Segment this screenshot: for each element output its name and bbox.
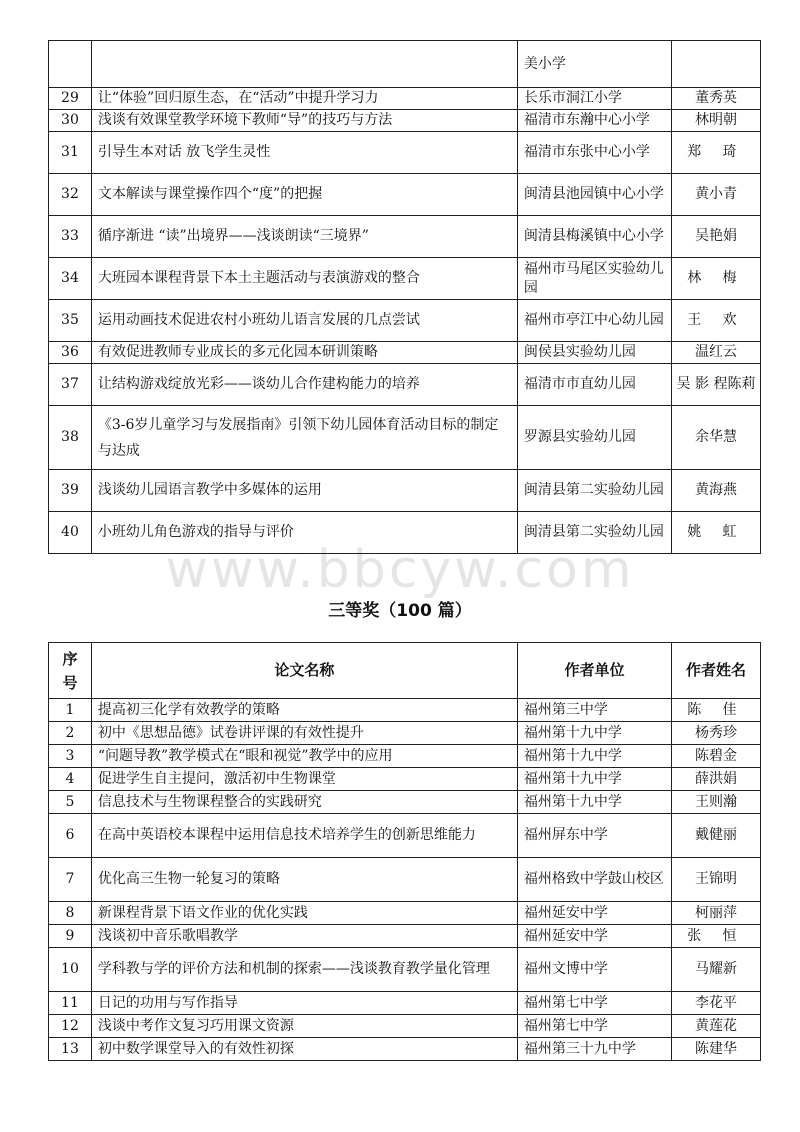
row-number: 11 (49, 992, 92, 1015)
paper-title: 促进学生自主提问，激活初中生物课堂 (91, 768, 517, 791)
author-unit: 福州格致中学鼓山校区 (517, 858, 671, 902)
row-number: 32 (49, 174, 92, 216)
row-number: 12 (49, 1015, 92, 1038)
table-row (49, 1015, 761, 1038)
paper-title: 信息技术与生物课程整合的实践研究 (91, 791, 517, 814)
table-row (49, 300, 761, 342)
paper-title: 运用动画技术促进农村小班幼儿语言发展的几点尝试 (91, 300, 517, 342)
paper-title: 让结构游戏绽放光彩——谈幼儿合作建构能力的培养 (91, 364, 517, 406)
table-row (49, 791, 761, 814)
row-number: 29 (49, 88, 92, 110)
table-row (49, 814, 761, 858)
paper-title: 提高初三化学有效教学的策略 (91, 699, 517, 722)
author-unit: 福州第十九中学 (517, 722, 671, 745)
table-row (49, 1038, 761, 1061)
author-name: 林明朝 (672, 110, 761, 132)
table-row (49, 745, 761, 768)
row-number: 37 (49, 364, 92, 406)
author-name: 黄海燕 (672, 470, 761, 512)
author-name: 王锦明 (672, 858, 761, 902)
author-name (672, 41, 761, 88)
table-row (49, 216, 761, 258)
author-name: 张 恒 (672, 925, 761, 948)
author-name: 吴艳娟 (672, 216, 761, 258)
paper-title: “问题导教”教学模式在“眼和视觉”教学中的应用 (91, 745, 517, 768)
author-unit: 福州第十九中学 (517, 745, 671, 768)
author-name: 薛洪娟 (672, 768, 761, 791)
row-number: 7 (49, 858, 92, 902)
row-number: 6 (49, 814, 92, 858)
table-row (49, 858, 761, 902)
table-row (49, 992, 761, 1015)
header-number: 序号 (49, 643, 92, 699)
author-unit: 福州第十九中学 (517, 791, 671, 814)
table-row (49, 110, 761, 132)
table-row (49, 768, 761, 791)
paper-title: 浅谈初中音乐歌唱教学 (91, 925, 517, 948)
row-number: 2 (49, 722, 92, 745)
paper-title: 大班园本课程背景下本土主题活动与表演游戏的整合 (91, 258, 517, 300)
row-number: 39 (49, 470, 92, 512)
author-name: 余华慧 (672, 406, 761, 470)
table-row (49, 406, 761, 470)
table-row (49, 902, 761, 925)
paper-title: 有效促进教师专业成长的多元化园本研训策略 (91, 342, 517, 364)
author-unit: 福州市亭江中心幼儿园 (517, 300, 671, 342)
header-unit: 作者单位 (517, 643, 671, 699)
author-unit: 闽清县梅溪镇中心小学 (517, 216, 671, 258)
paper-title: 循序渐进 “读”出境界——浅谈朗读“三境界” (91, 216, 517, 258)
paper-title: 浅谈幼儿园语言教学中多媒体的运用 (91, 470, 517, 512)
author-unit: 福州第七中学 (517, 992, 671, 1015)
row-number: 10 (49, 948, 92, 992)
table-row (49, 258, 761, 300)
paper-title: 优化高三生物一轮复习的策略 (91, 858, 517, 902)
author-name: 黄莲花 (672, 1015, 761, 1038)
row-number: 34 (49, 258, 92, 300)
author-unit: 罗源县实验幼儿园 (517, 406, 671, 470)
author-unit: 福州屏东中学 (517, 814, 671, 858)
second-prize-table-continued (48, 40, 761, 554)
paper-title (91, 41, 517, 88)
author-unit: 福州第七中学 (517, 1015, 671, 1038)
author-name: 陈建华 (672, 1038, 761, 1061)
author-name: 姚 虹 (672, 512, 761, 554)
author-unit: 闽清县第二实验幼儿园 (517, 512, 671, 554)
table-row (49, 699, 761, 722)
author-unit: 福州延安中学 (517, 902, 671, 925)
table-row (49, 364, 761, 406)
author-name: 柯丽萍 (672, 902, 761, 925)
table-row (49, 41, 761, 88)
author-unit: 闽清县第二实验幼儿园 (517, 470, 671, 512)
author-name: 董秀英 (672, 88, 761, 110)
table-row (49, 925, 761, 948)
row-number: 3 (49, 745, 92, 768)
row-number: 40 (49, 512, 92, 554)
row-number: 35 (49, 300, 92, 342)
row-number: 4 (49, 768, 92, 791)
paper-title: 日记的功用与写作指导 (91, 992, 517, 1015)
row-number: 30 (49, 110, 92, 132)
table-row (49, 132, 761, 174)
table-row (49, 88, 761, 110)
section-title: 三等奖（100 篇） (328, 601, 472, 621)
author-name: 杨秀珍 (672, 722, 761, 745)
author-unit: 福清市东瀚中心小学 (517, 110, 671, 132)
author-name: 吴 影 程陈莉 (672, 364, 761, 406)
author-name: 温红云 (672, 342, 761, 364)
author-unit: 闽清县池园镇中心小学 (517, 174, 671, 216)
author-name: 黄小青 (672, 174, 761, 216)
table-row (49, 470, 761, 512)
author-unit: 美小学 (517, 41, 671, 88)
author-name: 王则瀚 (672, 791, 761, 814)
author-unit: 福州文博中学 (517, 948, 671, 992)
row-number: 5 (49, 791, 92, 814)
paper-title: 引导生本对话 放飞学生灵性 (91, 132, 517, 174)
paper-title: 小班幼儿角色游戏的指导与评价 (91, 512, 517, 554)
paper-title: 在高中英语校本课程中运用信息技术培养学生的创新思维能力 (91, 814, 517, 858)
author-unit: 福清市东张中心小学 (517, 132, 671, 174)
table-row (49, 948, 761, 992)
author-name: 郑 琦 (672, 132, 761, 174)
paper-title: 《3-6岁儿童学习与发展指南》引领下幼儿园体育活动目标的制定与达成 (91, 406, 517, 470)
author-unit: 福州延安中学 (517, 925, 671, 948)
author-unit: 福州第三十九中学 (517, 1038, 671, 1061)
table-row (49, 342, 761, 364)
header-name: 作者姓名 (672, 643, 761, 699)
watermark: www.bbcyw.com (165, 540, 635, 600)
third-prize-table (48, 642, 761, 1061)
paper-title: 让“体验”回归原生态，在“活动”中提升学习力 (91, 88, 517, 110)
paper-title: 浅谈有效课堂教学环境下教师“导”的技巧与方法 (91, 110, 517, 132)
row-number: 31 (49, 132, 92, 174)
row-number: 36 (49, 342, 92, 364)
row-number: 1 (49, 699, 92, 722)
paper-title: 浅谈中考作文复习巧用课文资源 (91, 1015, 517, 1038)
author-name: 戴健丽 (672, 814, 761, 858)
table-header-row (49, 643, 761, 699)
author-name: 马耀新 (672, 948, 761, 992)
row-number: 38 (49, 406, 92, 470)
paper-title: 新课程背景下语文作业的优化实践 (91, 902, 517, 925)
row-number: 9 (49, 925, 92, 948)
table-row (49, 174, 761, 216)
row-number (49, 41, 92, 88)
paper-title: 文本解读与课堂操作四个“度”的把握 (91, 174, 517, 216)
paper-title: 学科教与学的评价方法和机制的探索——浅谈教育教学量化管理 (91, 948, 517, 992)
author-unit: 福州市马尾区实验幼儿园 (517, 258, 671, 300)
author-name: 陈碧金 (672, 745, 761, 768)
author-unit: 闽侯县实验幼儿园 (517, 342, 671, 364)
row-number: 8 (49, 902, 92, 925)
header-title: 论文名称 (91, 643, 517, 699)
row-number: 13 (49, 1038, 92, 1061)
paper-title: 初中数学课堂导入的有效性初探 (91, 1038, 517, 1061)
author-unit: 福州第十九中学 (517, 768, 671, 791)
author-name: 陈 佳 (672, 699, 761, 722)
author-name: 林 梅 (672, 258, 761, 300)
author-name: 李花平 (672, 992, 761, 1015)
table-row (49, 512, 761, 554)
author-unit: 长乐市洞江小学 (517, 88, 671, 110)
author-unit: 福清市市直幼儿园 (517, 364, 671, 406)
row-number: 33 (49, 216, 92, 258)
paper-title: 初中《思想品德》试卷讲评课的有效性提升 (91, 722, 517, 745)
table-row (49, 722, 761, 745)
author-unit: 福州第三中学 (517, 699, 671, 722)
author-name: 王 欢 (672, 300, 761, 342)
